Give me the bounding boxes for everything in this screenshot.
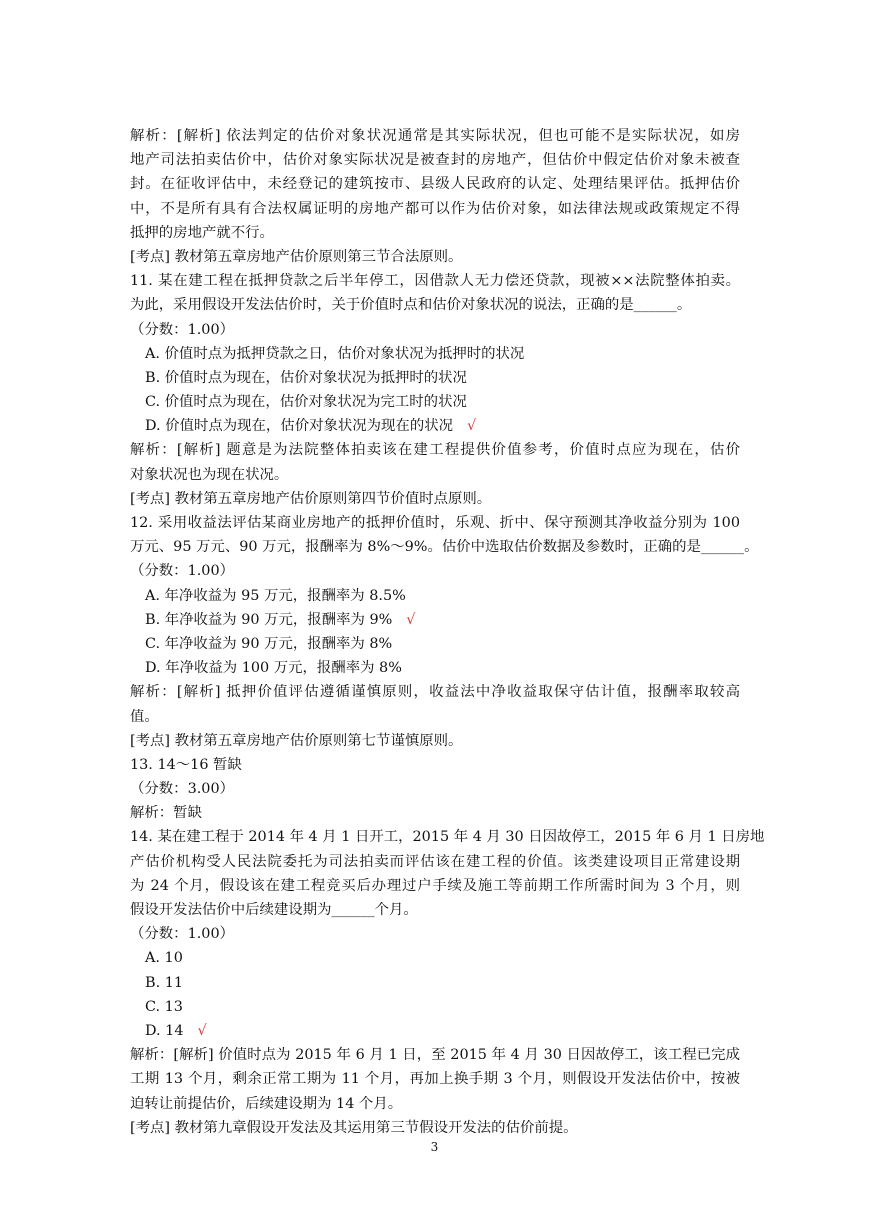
option-text: A. 年净收益为 95 万元，报酬率为 8.5%: [145, 587, 406, 604]
option-text: D. 年净收益为 100 万元，报酬率为 8%: [145, 660, 402, 677]
question-stem-line: 为此，采用假设开发法估价时，关于价值时点和估价对象状况的说法，正确的是______。: [130, 297, 692, 314]
option-a: [130, 946, 740, 970]
kaodian-line: [考点] 教材第五章房地产估价原则第三节合法原则。: [130, 248, 463, 265]
option-d: [130, 656, 740, 680]
check-mark-icon: √: [467, 418, 477, 435]
option-text: A. 10: [145, 950, 183, 967]
option-text: A. 价值时点为抵押贷款之日，估价对象状况为抵押时的状况: [145, 345, 525, 362]
analysis-line: 值。: [130, 708, 159, 725]
kaodian-line: [考点] 教材第五章房地产估价原则第四节价值时点原则。: [130, 490, 492, 507]
score-line: （分数：1.00）: [130, 926, 234, 943]
option-text: C. 年净收益为 90 万元，报酬率为 8%: [145, 635, 393, 652]
analysis-line: 迫转让前提估价，后续建设期为 14 个月。: [130, 1095, 403, 1112]
analysis-line: 解析：[解析] 依法判定的估价对象状况通常是其实际状况，但也可能不是实际状况，如房: [130, 128, 740, 144]
option-text: C. 13: [145, 998, 183, 1015]
option-c: [130, 995, 740, 1019]
score-line: （分数：1.00）: [130, 563, 234, 580]
analysis-line: 解析：[解析] 价值时点为 2015 年 6 月 1 日，至 2015 年 4 月 30 日因故停工，该工程已完成: [130, 1047, 740, 1064]
option-text: B. 年净收益为 90 万元，报酬率为 9%: [145, 611, 393, 628]
question-stem-line: 11. 某在建工程在抵押贷款之后半年停工，因借款人无力偿还贷款，现被××法院整体拍卖。: [130, 273, 740, 290]
option-c: [130, 632, 740, 656]
option-d: [130, 1019, 740, 1043]
question-stem-line: 12. 采用收益法评估某商业房地产的抵押价值时，乐观、折中、保守预测其净收益分别为 100: [130, 515, 740, 531]
analysis-line: 解析：[解析] 抵押价值评估遵循谨慎原则，收益法中净收益取保守估计值，报酬率取较高: [130, 684, 740, 701]
option-b: [130, 366, 740, 390]
option-text: C. 价值时点为现在，估价对象状况为完工时的状况: [145, 394, 467, 411]
option-text: D. 14: [145, 1022, 184, 1039]
kaodian-line: [考点] 教材第九章假设开发法及其运用第三节假设开发法的估价前提。: [130, 1119, 578, 1136]
check-mark-icon: √: [406, 611, 416, 628]
option-text: B. 价值时点为现在，估价对象状况为抵押时的状况: [145, 369, 467, 386]
page-number: 3: [430, 1140, 439, 1154]
option-a: [130, 584, 740, 608]
document-page: [130, 124, 765, 1140]
check-mark-icon: √: [197, 1022, 207, 1039]
option-b: [130, 608, 740, 632]
question-stem-line: 为 24 个月，假设该在建工程竞买后办理过户手续及施工等前期工作所需时间为 3 个月，则: [130, 877, 740, 894]
analysis-line: 封。在征收评估中，未经登记的建筑按市、县级人民政府的认定、处理结果评估。抵押估价: [130, 176, 740, 193]
option-text: D. 价值时点为现在，估价对象状况为现在的状况: [145, 418, 453, 435]
question-stem-line: 产估价机构受人民法院委托为司法拍卖而评估该在建工程的价值。该类建设项目正常建设期: [130, 853, 740, 870]
analysis-line: 解析：[解析] 题意是为法院整体拍卖该在建工程提供价值参考，价值时点应为现在，估价: [130, 442, 740, 459]
analysis-line: 解析：暂缺: [130, 805, 202, 822]
question-stem-line: 万元、95 万元、90 万元，报酬率为 8%～9%。估价中选取估价数据及参数时，正确的是______。: [130, 539, 759, 556]
analysis-line: 对象状况也为现在状况。: [130, 466, 289, 483]
question-stem-line: 13. 14～16 暂缺: [130, 756, 242, 773]
analysis-line: 地产司法拍卖估价中，估价对象实际状况是被查封的房地产，但估价中假定估价对象未被查: [130, 152, 740, 169]
option-b: [130, 971, 740, 995]
analysis-line: 中，不是所有具有合法权属证明的房地产都可以作为估价对象，如法律法规或政策规定不得: [130, 200, 740, 217]
question-stem-line: 14. 某在建工程于 2014 年 4 月 1 日开工，2015 年 4 月 30 日因故停工，2015 年 6 月 1 日房地: [130, 829, 765, 846]
analysis-line: 工期 13 个月，剩余正常工期为 11 个月，再加上换手期 3 个月，则假设开发法估价中，按被: [130, 1071, 740, 1088]
option-d: [130, 414, 740, 438]
score-line: （分数：3.00）: [130, 781, 234, 798]
score-line: （分数：1.00）: [130, 321, 234, 338]
option-text: B. 11: [145, 974, 184, 991]
kaodian-line: [考点] 教材第五章房地产估价原则第七节谨慎原则。: [130, 732, 463, 749]
option-c: [130, 390, 740, 414]
analysis-line: 抵押的房地产就不行。: [130, 224, 274, 241]
option-a: [130, 342, 740, 366]
question-stem-line: 假设开发法估价中后续建设期为______个月。: [130, 902, 418, 918]
